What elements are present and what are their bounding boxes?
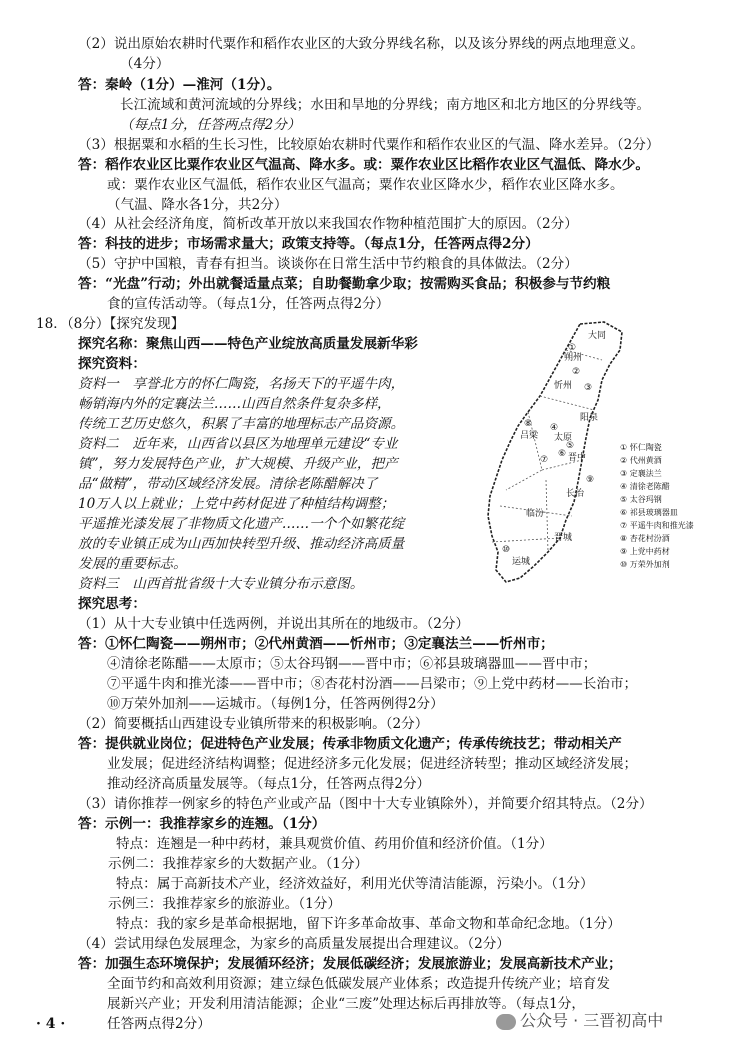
text-line: 答：稻作农业区比粟作农业区气温高、降水多。或：粟作农业区比稻作农业区气温低、降水少。 [78, 157, 649, 173]
text-line: （4）尝试用绿色发展理念，为家乡的高质量发展提出合理建议。（2分） [78, 936, 510, 952]
text-line: 探究资料： [78, 356, 146, 372]
page-number: · 4 · [36, 1016, 66, 1032]
map-city-label: 大同 [588, 331, 607, 341]
text-line: 展新兴产业；开发利用清洁能源；企业“三废”处理达标后再排放等。（每点1分， [107, 996, 585, 1012]
text-line: 特点：我的家乡是革命根据地，留下许多革命故事、革命文物和革命纪念地。（1分） [116, 916, 621, 932]
map-city-label: 太原 [554, 433, 573, 443]
text-line: （气温、降水各1分，共2分） [107, 197, 288, 213]
text-line: 答：①怀仁陶瓷——朔州市；②代州黄酒——忻州市；③定襄法兰——忻州市； [78, 636, 554, 652]
text-line: 全面节约和高效利用资源；建立绿色低碳发展产业体系；改造提升传统产业；培育发 [107, 976, 610, 992]
text-line: 任答两点得2分） [107, 1016, 211, 1032]
text-line: ④清徐老陈醋——太原市；⑤太谷玛钢——晋中市；⑥祁县玻璃器皿——晋中市； [107, 656, 597, 672]
text-line: （1）从十大专业镇中任选两例，并说出其所在的地级市。（2分） [78, 616, 470, 632]
watermark [496, 1008, 663, 1031]
map-legend-item: ⑧ 杏花村汾酒 [620, 534, 670, 543]
watermark-text: 公众号 · 三晋初高中 [520, 1011, 664, 1030]
text-line: ⑩万荣外加剂——运城市。（每例1分，任答两例得2分） [107, 696, 444, 712]
text-line: （3）请你推荐一例家乡的特色产业或产品（图中十大专业镇除外），并简要介绍其特点。（2分） [78, 796, 653, 812]
map-marker: ⑦ [540, 455, 549, 465]
map-legend-item: ① 怀仁陶瓷 [620, 443, 662, 452]
text-line: 放的专业镇正成为山西加快转型升级、推动经济高质量 [78, 536, 405, 552]
text-line: 探究思考： [78, 596, 146, 612]
map-marker: ① [568, 343, 577, 353]
text-line: （4分） [120, 56, 170, 72]
text-line: 资料一 享誉北方的怀仁陶瓷，名扬天下的平遥牛肉， [78, 376, 405, 392]
text-line: 10万人以上就业；上党中药材促进了种植结构调整； [78, 496, 395, 512]
text-line: 业发展；促进经济结构调整；促进经济多元化发展；促进经济转型；推动区域经济发展； [107, 756, 638, 772]
text-line: 答：提供就业岗位；促进特色产业发展；传承非物质文化遗产；传承传统技艺；带动相关产 [78, 736, 622, 752]
wechat-icon [496, 1014, 516, 1030]
text-line: 答：科技的进步；市场需求量大；政策支持等。（每点1分，任答两点得2分） [78, 236, 539, 252]
text-line: 或：粟作农业区气温低，稻作农业区气温高；粟作农业区降水少，稻作农业区降水多。 [107, 177, 624, 193]
text-line: 传统工艺历史悠久，积累了丰富的地理标志产品资源。 [78, 416, 405, 432]
text-line: （4）从社会经济角度，简析改革开放以来我国农作物种植范围扩大的原因。（2分） [78, 216, 578, 232]
map-city-label: 忻州 [554, 381, 573, 391]
map-marker: ⑩ [502, 545, 511, 555]
map-legend-item: ⑥ 祁县玻璃器皿 [620, 508, 678, 517]
text-line: 示例三：我推荐家乡的旅游业。（1分） [108, 896, 341, 912]
text-line: 答：加强生态环境保护；发展循环经济；发展低碳经济；发展旅游业；发展高新技术产业； [78, 956, 622, 972]
shanxi-outline [488, 322, 622, 582]
text-line: 品“做精”，带动区域经济发展。清徐老陈醋解决了 [78, 476, 378, 492]
shanxi-map [462, 320, 728, 588]
text-line: 探究名称：聚焦山西——特色产业绽放高质量发展新华彩 [78, 336, 418, 352]
map-city-label: 晋城 [554, 533, 573, 543]
text-line: 推动经济高质量发展等。（每点1分，任答两点得2分） [107, 776, 431, 792]
text-line: 平遥推光漆发展了非物质文化遗产……一个个如繁花绽 [78, 516, 405, 532]
text-line: ⑦平遥牛肉和推光漆——晋中市；⑧杏花村汾酒——吕梁市；⑨上党中药材——长治市； [107, 676, 638, 692]
text-line: 示例二：我推荐家乡的大数据产业。（1分） [108, 856, 369, 872]
text-line: （2）说出原始农耕时代粟作和稻作农业区的大致分界线名称，以及该分界线的两点地理意义。 [78, 36, 644, 52]
map-legend-item: ④ 清徐老陈醋 [620, 482, 670, 491]
text-line: 镇”，努力发展特色产业，扩大规模、升级产业，把产 [78, 456, 398, 472]
text-line: （每点1分，任答两点得2分） [120, 117, 301, 133]
map-marker: ④ [550, 423, 559, 433]
map-marker: ③ [584, 383, 593, 393]
map-legend-item: ⑤ 太谷玛钢 [620, 495, 662, 504]
text-line: 答：示例一：我推荐家乡的连翘。（1分） [78, 816, 326, 832]
map-city-label: 长治 [566, 489, 585, 499]
map-marker: ② [572, 367, 581, 377]
map-marker: ⑤ [566, 441, 575, 451]
map-legend-item: ⑩ 万荣外加剂 [620, 560, 670, 569]
text-line: 发展的重要标志。 [78, 556, 187, 572]
map-legend-item: ② 代州黄酒 [620, 456, 662, 465]
text-line: 特点：属于高新技术产业，经济效益好，利用光伏等清洁能源，污染小。（1分） [116, 876, 594, 892]
map-city-label: 阳泉 [580, 413, 599, 423]
map-city-label: 朔州 [564, 353, 583, 363]
map-legend-item: ⑦ 平遥牛肉和推光漆 [620, 521, 694, 530]
text-line: 长江流域和黄河流域的分界线；水田和旱地的分界线；南方地区和北方地区的分界线等。 [120, 97, 651, 113]
map-city-label: 运城 [512, 557, 531, 567]
text-line: 18．（8分）【探究发现】 [36, 316, 185, 332]
map-city-label: 吕梁 [520, 431, 539, 441]
text-line: （3）根据粟和水稻的生长习性，比较原始农耕时代粟作和稻作农业区的气温、降水差异。（2分） [78, 137, 660, 153]
text-line: （5）守护中国粮，青春有担当。谈谈你在日常生活中节约粮食的具体做法。（2分） [78, 256, 578, 272]
map-legend-item: ③ 定襄法兰 [620, 469, 662, 478]
text-line: 资料二 近年来，山西省以县区为地理单元建设“专业 [78, 436, 398, 452]
text-line: 答：“光盘”行动；外出就餐适量点菜；自助餐勤拿少取；按需购买食品；积极参与节约粮 [78, 276, 611, 292]
map-city-label: 晋中 [568, 453, 587, 463]
text-line: 畅销海内外的定襄法兰……山西自然条件复杂多样， [78, 396, 391, 412]
text-line: （2）简要概括山西建设专业镇所带来的积极影响。（2分） [78, 716, 429, 732]
text-line: 资料三 山西首批省级十大专业镇分布示意图。 [78, 576, 364, 592]
text-line: 答：秦岭（1分）—淮河（1分）。 [78, 77, 281, 93]
map-marker: ⑧ [524, 419, 533, 429]
map-marker: ⑨ [586, 475, 595, 485]
map-marker: ⑥ [558, 449, 567, 459]
map-legend-item: ⑨ 上党中药材 [620, 547, 670, 556]
text-line: 食的宣传活动等。（每点1分，任答两点得2分） [107, 296, 390, 312]
map-city-label: 临汾 [526, 509, 545, 519]
text-line: 特点：连翘是一种中药材，兼具观赏价值、药用价值和经济价值。（1分） [116, 836, 553, 852]
